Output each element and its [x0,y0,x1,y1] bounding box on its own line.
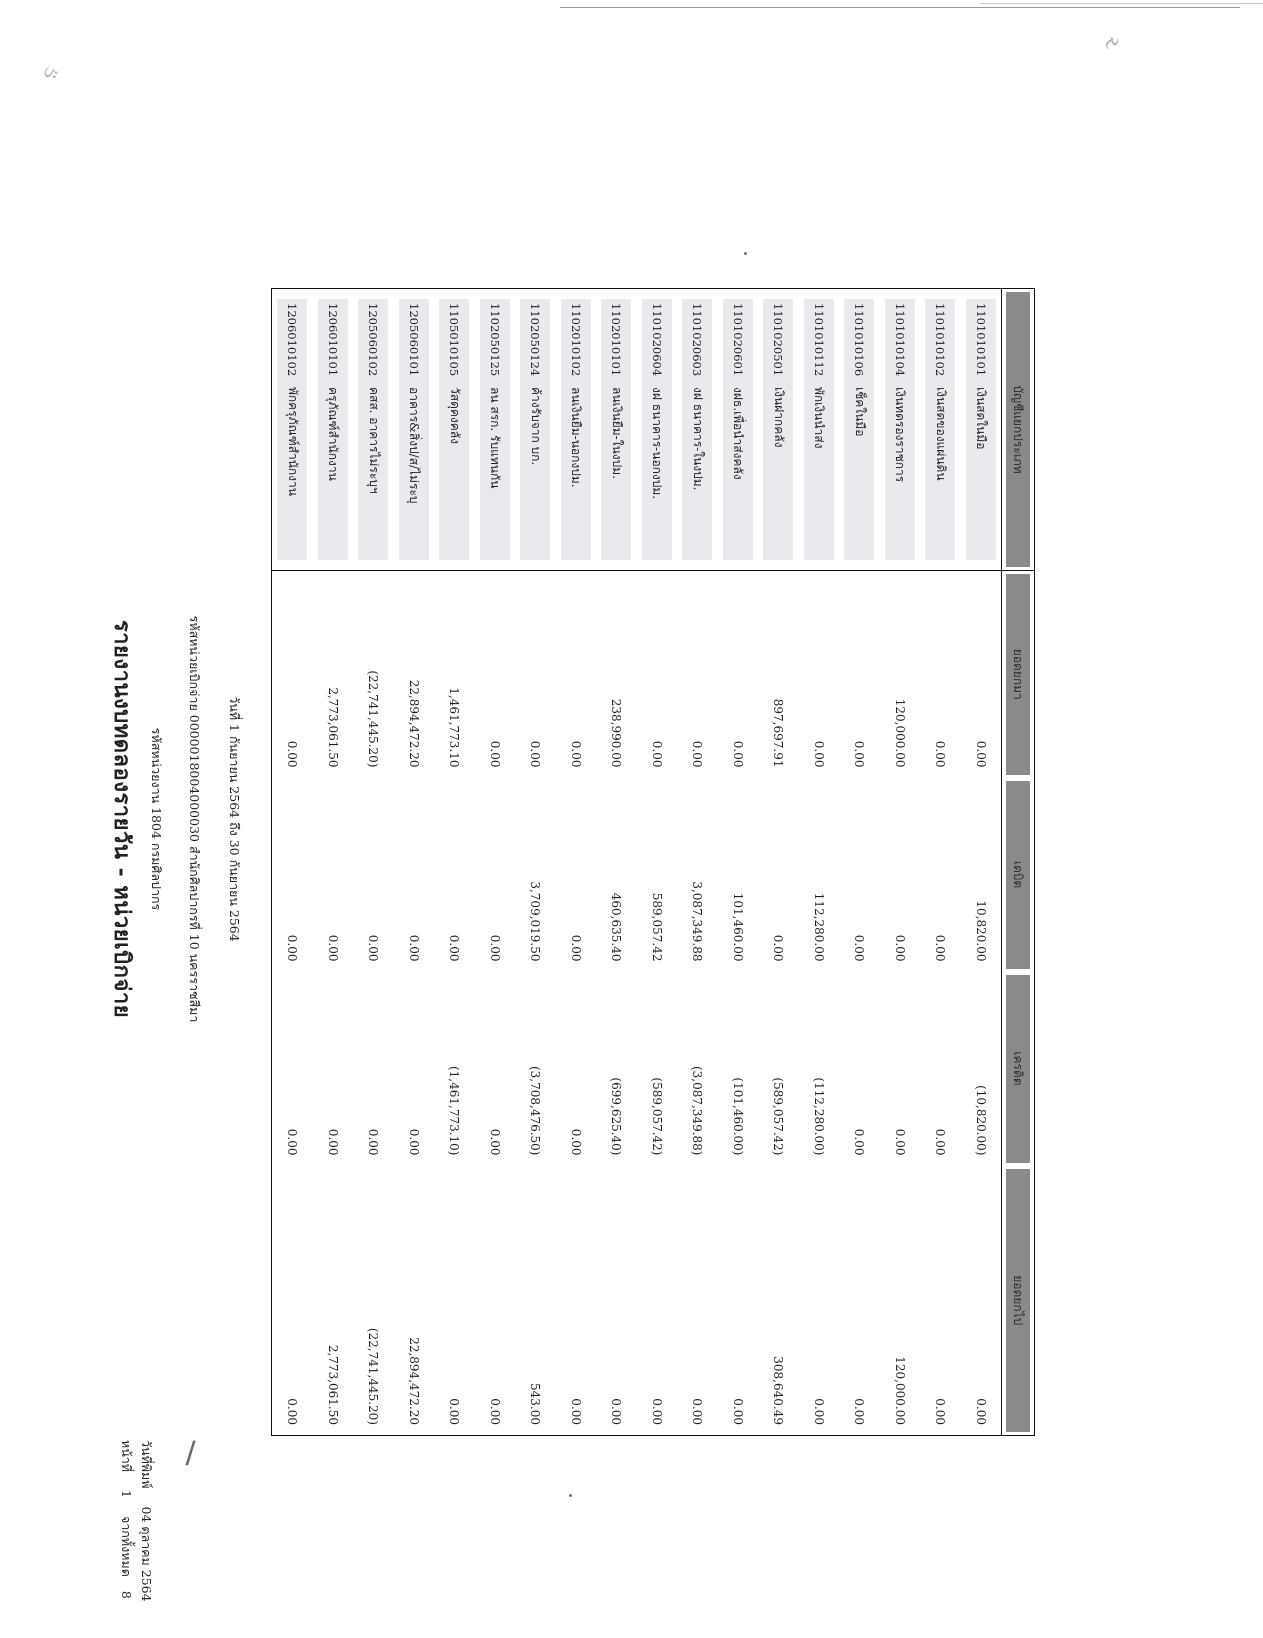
opening-balance: 2,773,061.50 [325,687,340,768]
table-header-row [1002,289,1035,1436]
closing-balance: 0.00 [973,1398,988,1425]
debit-amount: 460,635.40 [609,892,624,962]
closing-balance: 22,894,472.20 [406,1337,421,1425]
closing-balance: (22,741,445.20) [366,1327,381,1425]
credit-amount: 0.00 [406,1128,421,1156]
account-code: 1101020601 [730,303,745,377]
account-cell [961,289,1002,571]
debit-amount: 0.00 [366,934,381,962]
closing-balance: 0.00 [447,1398,462,1425]
closing-balance: 0.00 [487,1398,502,1425]
opening-balance: 0.00 [730,740,745,768]
table-row [272,289,313,1436]
credit-amount: (10,820.00) [973,1085,988,1156]
credit-amount: (1,461,773.10) [447,1065,462,1156]
header-opening: ยอดยกมา [1002,571,1035,778]
closing-balance: 0.00 [933,1398,948,1425]
header-debit: เดบิต [1002,778,1035,972]
account-code: 1101010104 [892,303,907,377]
account-cell [920,289,961,571]
report-title: รายงานงบทดลองรายวัน - หน่วยเบิกจ่าย [109,619,135,1019]
account-name: อาคาร&สิ่งป/ส/ไม่ระบุ [407,387,422,504]
closing-balance: 0.00 [649,1398,664,1425]
account-cell [677,289,718,571]
credit-amount: 0.00 [325,1128,340,1156]
account-name: ครุภัณฑ์สำนักงาน [326,387,341,481]
table-row [475,289,516,1436]
print-date-label: วันที่พิมพ์ [139,1440,154,1489]
account-cell [313,289,354,571]
opening-balance: 238,990.00 [609,698,624,768]
table-row [839,289,880,1436]
account-cell [758,289,799,571]
debit-amount: 0.00 [771,934,786,962]
debit-amount: 589,057.42 [649,892,664,962]
account-name: ลน สรก. รับแทนกัน [488,387,503,489]
opening-balance: 0.00 [933,740,948,768]
debit-amount: 0.00 [487,934,502,962]
debit-amount: 3,087,349.88 [690,881,705,962]
account-name: ลนเงินยืม-ในงปม. [609,387,624,479]
debit-amount: 0.00 [852,934,867,962]
trial-balance-table [271,288,1035,1436]
account-code: 1101010106 [852,303,867,377]
account-cell [434,289,475,571]
table-row [596,289,637,1436]
closing-balance: 0.00 [568,1398,583,1425]
closing-balance: 0.00 [852,1398,867,1425]
opening-balance: 0.00 [487,740,502,768]
account-cell [515,289,556,571]
credit-amount: (112,280.00) [811,1077,826,1156]
opening-balance: 0.00 [811,740,826,768]
closing-balance: 0.00 [609,1398,624,1425]
credit-amount: 0.00 [366,1128,381,1156]
opening-balance: 0.00 [690,740,705,768]
account-cell [475,289,516,571]
account-code: 1206010101 [325,303,340,377]
disbursing-unit-line: รหัสหน่วยเบิกจ่าย 0000018004000030 สำนักศิลปากรที่ 10 นครราชสีมา [187,615,202,1023]
account-cell [718,289,759,571]
debit-amount: 0.00 [325,934,340,962]
account-name: งฝ ธนาคาร-ในงปม. [690,387,705,491]
credit-amount: 0.00 [568,1128,583,1156]
account-code: 1101010102 [933,303,948,377]
debit-amount: 0.00 [447,934,462,962]
table-row [758,289,799,1436]
closing-balance: 0.00 [730,1398,745,1425]
account-name: งฝ ธนาคาร-นอกงปม. [650,387,665,500]
table-body [272,289,1002,1436]
checkmark-icon: ∕ [185,1435,196,1471]
table-row [515,289,556,1436]
account-code: 1206010102 [285,303,300,377]
closing-balance: 0.00 [690,1398,705,1425]
print-date: 04 ตุลาคม 2564 [139,1506,154,1602]
print-date-info [136,1440,156,1602]
account-cell [272,289,313,571]
table-row [313,289,354,1436]
credit-amount: (3,708,476.50) [528,1065,543,1156]
header-credit: เครดิต [1002,972,1035,1166]
account-name: เงินสดของแผ่นดิน [933,387,948,481]
opening-balance: 0.00 [568,740,583,768]
account-name: วัสดุคงคลัง [447,387,462,444]
of-label: จากทั้งหมด [119,1515,134,1577]
opening-balance: 0.00 [973,740,988,768]
closing-balance: 543.00 [528,1383,543,1425]
table-row [880,289,921,1436]
opening-balance: 897,697.91 [771,698,786,768]
closing-balance: 308,640.49 [771,1356,786,1425]
table-row [677,289,718,1436]
debit-amount: 0.00 [285,934,300,962]
debit-amount: 112,280.00 [811,892,826,962]
account-name: ค้างรับจาก บก. [528,387,543,466]
credit-amount: (101,460.00) [730,1077,745,1156]
agency-line: รหัสหน่วยงาน 1804 กรมศิลปากร [149,727,164,911]
account-name: เงินสดในมือ [974,387,989,450]
pencil-mark-icon: ર [1097,32,1126,53]
closing-balance: 120,000.00 [892,1356,907,1425]
account-code: 1102010102 [568,303,583,377]
account-code: 1101020603 [690,303,705,377]
page-number: 1 [119,1490,134,1498]
period-line: วันที่ 1 กันยายน 2564 ถึง 30 กันยายน 2564 [227,696,242,942]
account-cell [353,289,394,571]
opening-balance: 0.00 [852,740,867,768]
closing-balance: 0.00 [285,1398,300,1425]
debit-amount: 0.00 [933,934,948,962]
opening-balance: 0.00 [528,740,543,768]
opening-balance: 0.00 [649,740,664,768]
account-name: คสส. อาคารไม่ระบุฯ [366,387,381,494]
credit-amount: (699,625.40) [609,1077,624,1156]
credit-amount: 0.00 [852,1128,867,1156]
account-cell [637,289,678,571]
account-name: พักเงินนำส่ง [812,387,827,449]
account-name: งฝธ.เพื่อนำส่งคลัง [731,387,746,480]
account-code: 1101020604 [649,303,664,377]
credit-amount: 0.00 [892,1128,907,1156]
debit-amount: 0.00 [568,934,583,962]
page-label: หน้าที่ [119,1440,134,1473]
account-cell [556,289,597,571]
opening-balance: 1,461,773.10 [447,687,462,768]
opening-balance: 0.00 [285,740,300,768]
table-row [353,289,394,1436]
account-cell [880,289,921,571]
account-code: 1101010101 [973,303,988,377]
account-code: 1102010101 [609,303,624,377]
account-name: ลนเงินยืม-นอกงปม. [569,387,584,488]
account-code: 1101020501 [771,303,786,377]
debit-amount: 3,709,019.50 [528,881,543,962]
table-row [637,289,678,1436]
table-row [799,289,840,1436]
table-row [718,289,759,1436]
header-account: บัญชีแยกประเภท [1002,289,1035,571]
debit-amount: 0.00 [892,934,907,962]
account-code: 1101010112 [811,303,826,377]
account-name: เงินฝากคลัง [771,387,786,448]
page-info [116,1440,136,1599]
account-cell [596,289,637,571]
closing-balance: 2,773,061.50 [325,1344,340,1425]
table-row [920,289,961,1436]
credit-amount: 0.00 [487,1128,502,1156]
account-code: 1205060102 [366,303,381,377]
account-cell [799,289,840,571]
account-code: 1105010105 [447,303,462,377]
account-code: 1102050124 [528,303,543,377]
account-cell [839,289,880,571]
account-name: เช็คในมือ [852,387,867,437]
account-code: 1205060101 [406,303,421,377]
table-row [434,289,475,1436]
account-cell [394,289,435,571]
header-closing: ยอดยกไป [1002,1166,1035,1436]
debit-amount: 0.00 [406,934,421,962]
credit-amount: (589,057.42) [649,1077,664,1156]
account-name: พักครุภัณฑ์สำนักงาน [285,387,300,496]
table-row [556,289,597,1436]
credit-amount: 0.00 [933,1128,948,1156]
account-name: เงินทดรองราชการ [893,387,908,483]
debit-amount: 10,820.00 [973,900,988,962]
credit-amount: (589,057.42) [771,1077,786,1156]
table-row [394,289,435,1436]
pencil-mark-icon: ઙ [37,63,65,82]
opening-balance: (22,741,445.20) [366,670,381,768]
closing-balance: 0.00 [811,1398,826,1425]
credit-amount: (3,087,349.88) [690,1065,705,1156]
opening-balance: 120,000.00 [892,698,907,768]
account-code: 1102050125 [487,303,502,377]
total-pages: 8 [119,1590,134,1599]
credit-amount: 0.00 [285,1128,300,1156]
table-row [961,289,1002,1436]
debit-amount: 101,460.00 [730,892,745,962]
opening-balance: 22,894,472.20 [406,679,421,768]
